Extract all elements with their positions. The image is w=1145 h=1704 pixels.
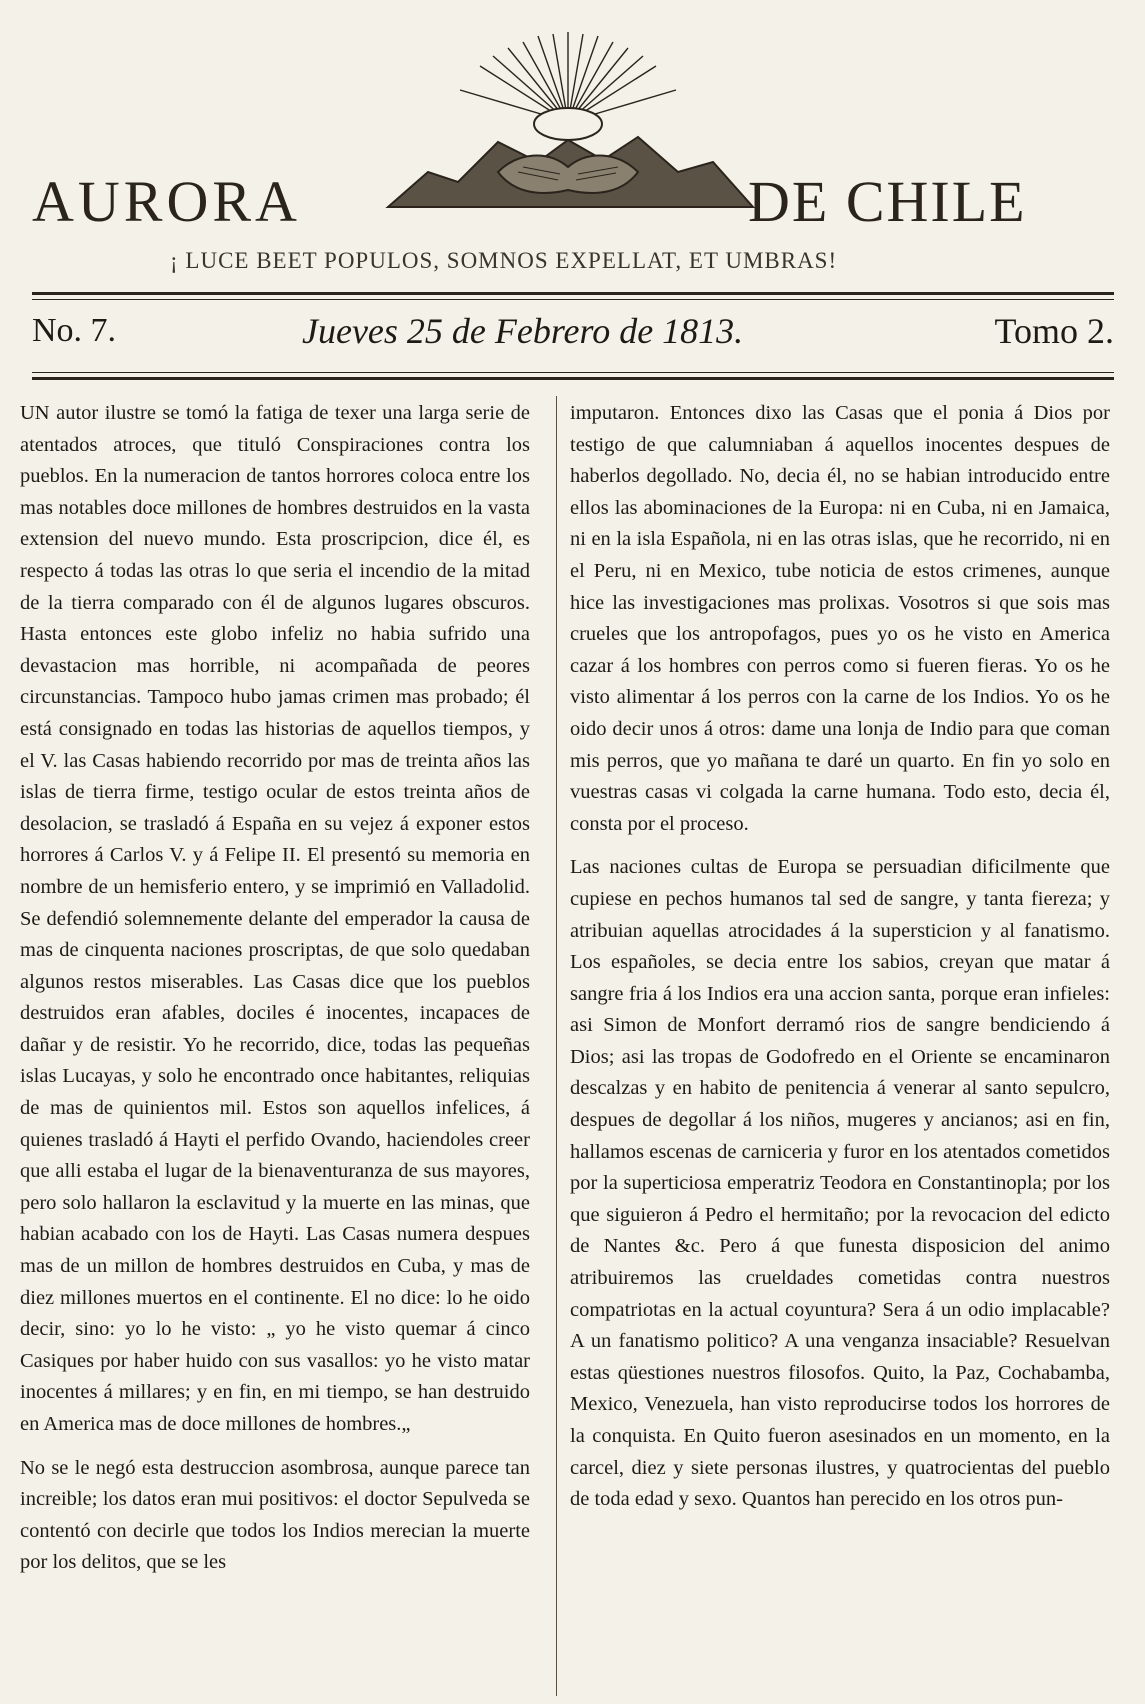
column-divider [556, 396, 557, 1696]
title-aurora: AURORA [32, 169, 301, 234]
title-de-chile: DE CHILE [748, 169, 1027, 234]
left-paragraph-2: No se le negó esta destruccion asombrosa, aunque parece tan increible; los datos eran mui positivos: el doctor Sepulveda se contentó con decirle que todos los Indios merecian la muerte por los delitos, que se les [20, 1456, 530, 1574]
right-paragraph-1: imputaron. Entonces dixo las Casas que el ponia á Dios por testigo de que calumniaban á aquellos inocentes despues de haberlos degollado. No, decia él, no se habian introducido entre ellos las abominaciones de la Europa: ni en Cuba, ni en Jamaica, ni en la isla Española, ni en las otras islas, que he recorrido, ni en el Peru, ni en Mexico, tube noticia de estos crimenes, aunque hice las investigaciones mas prolixas. Vosotros si que sois mas crueles que los antropofagos, pues yo os he visto en America cazar á los hombres con perros como si fueren fieras. Yo os he visto alimentar á los perros con la carne de los Indios. Yo os he oido decir unos á otros: dame una lonja de Indio para que coman mis perros, que yo mañana te daré un quarto. En fin yo solo en vuestras casas vi colgada la carne humana. Todo esto, decia él, consta por el proceso. [570, 402, 1110, 835]
rule-mid-thin [32, 372, 1114, 373]
masthead [0, 0, 1145, 330]
motto: ¡ LUCE BEET POPULOS, SOMNOS EXPELLAT, ET UMBRAS! [170, 248, 838, 273]
issue-tome: Tomo 2. [994, 311, 1114, 351]
left-column [20, 398, 530, 1579]
issue-date: Jueves 25 de Febrero de 1813. [302, 311, 744, 351]
right-column [570, 398, 1110, 1516]
rule-mid-thick [32, 377, 1114, 380]
rule-top-thin [32, 299, 1114, 300]
left-paragraph-1: UN autor ilustre se tomó la fatiga de texer una larga serie de atentados atroces, que tituló Conspiraciones contra los pueblos. En la numeracion de tantos horrores coloca entre los mas notables doce millones de hombres destruidos en la vasta extension del nuevo mundo. Esta proscripcion, dice él, es respecto á todas las otras lo que seria el incendio de la mitad de la tierra comparado con él de algunos lugares obscuros. Hasta entonces este globo infeliz no habia sufrido una devastacion mas horrible, ni acompañada de peores circunstancias. Tampoco hubo jamas crimen mas probado; él está consignado en todas las historias de aquellos tiempos, y el V. las Casas habiendo recorrido por mas de treinta años las islas de tierra firme, testigo ocular de estos treinta años de desolacion, se trasladó á España en su vejez á exponer estos horrores á Carlos V. y á Felipe II. El presentó su memoria en nombre de un hemisferio entero, y se imprimió en Valladolid. Se defendió solemnemente delante del emperador la causa de mas de cinquenta naciones proscriptas, de que solo quedaban algunos restos miserables. Las Casas dice que los pueblos destruidos eran afables, dociles é inocentes, incapaces de dañar y de resistir. Yo he recorrido, dice, todas las pequeñas islas Lucayas, y solo he encontrado once habitantes, reliquias de mas de quinientos mil. Estos son aquellos infelices, á quienes trasladó á Hayti el perfido Ovando, haciendoles creer que alli estaba el lugar de la bienaventuranza de sus mayores, pero solo hallaron la esclavitud y la muerte en las minas, que habian acabado con los de Hayti. Las Casas numera despues mas de un millon de hombres destruidos en Cuba, y mas de diez millones muertos en el continente. El no dice: lo he oido decir, sino: yo lo he visto: „ yo he visto quemar á cinco Casiques por haber huido con sus vasallos: yo he visto matar inocentes á millares; y en fin, en mi tiempo, se han destruido en America mas de doce millones de hombres.„ [20, 402, 530, 1435]
right-paragraph-2: Las naciones cultas de Europa se persuadian dificilmente que cupiese en pechos humanos tal sed de sangre, y tanta fiereza; y atribuian aquellas atrocidades á la supersticion y al fanatismo. Los españoles, se decia entre los sabios, creyan que matar á sangre fria á los Indios era una accion santa, porque eran infieles: asi Simon de Monfort derramó rios de sangre bendiciendo á Dios; asi las tropas de Godofredo en el Oriente se encaminaron descalzas y en habito de penitencia á venerar al santo sepulcro, despues de degollar á los niños, mugeres y ancianos; asi en fin, hallamos escenas de carniceria y furor en los atentados cometidos por la superticiosa emperatriz Teodora en Constantinopla; por los que siguieron á Pedro el hermitaño; por la revocacion del edicto de Nantes &c. Pero á que funesta disposicion del animo atribuiremos las crueldades cometidas contra nuestros compatriotas en la actual coyuntura? Sera á un odio implacable? A un fanatismo politico? A una venganza insaciable? Resuelvan estas qüestiones nuestros filosofos. Quito, la Paz, Cochabamba, Mexico, Venezuela, han visto reproducirse todos los horrores de la conquista. En Quito fueron asesinados en un momento, en la carcel, diez y siete personas ilustres, y quatrocientas del pueblo de toda edad y sexo. Quantos han perecido en los otros pun- [570, 856, 1110, 1511]
rule-top-thick [32, 292, 1114, 295]
sunrise-mountains-clasped-hands-emblem [368, 22, 768, 222]
issue-line [32, 312, 1114, 362]
issue-number: No. 7. [32, 312, 117, 349]
